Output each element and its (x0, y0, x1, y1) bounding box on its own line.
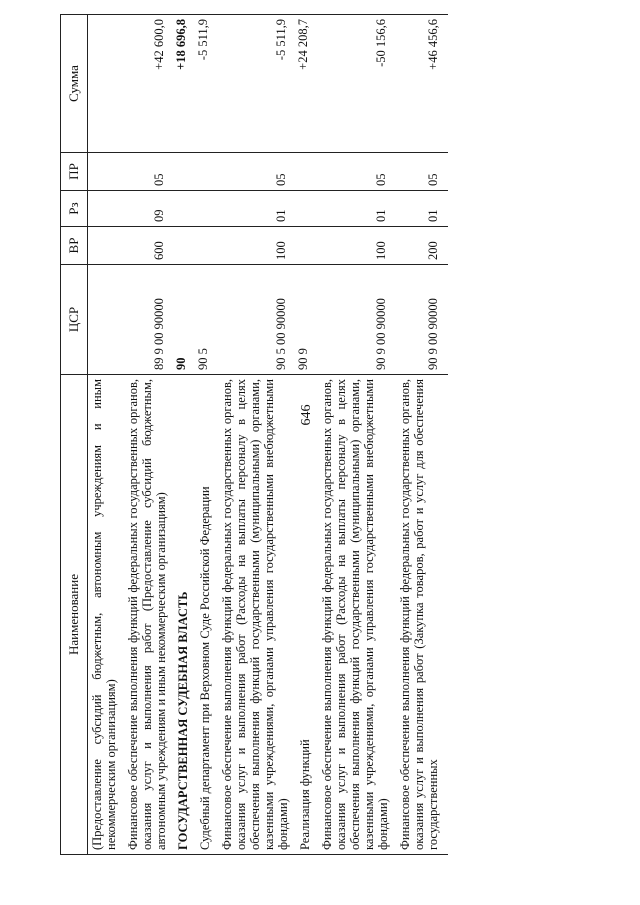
row-rz (196, 191, 218, 227)
row-rz: 09 (124, 191, 174, 227)
row-rz (88, 191, 125, 227)
row-pr (88, 153, 125, 191)
row-sum: +24 208,7 (296, 15, 318, 153)
table-row (318, 15, 396, 855)
row-name: Финансовое обеспечение выполнения функций федеральных государственных органов, оказания услуг и выполнения работ (Предоставление субсидий бюджетным, автономным учреждениям и иным некоммерческим организациям) (124, 375, 174, 855)
row-vr (296, 227, 318, 265)
row-sum: +42 600,0 (124, 15, 174, 153)
row-sum: -50 156,6 (318, 15, 396, 153)
row-csr: 90 9 (296, 265, 318, 375)
row-vr: 200 (396, 227, 448, 265)
row-rz (296, 191, 318, 227)
row-vr: 600 (124, 227, 174, 265)
table-header-row (61, 15, 88, 855)
table-row (218, 15, 296, 855)
row-pr (174, 153, 196, 191)
row-rz: 01 (396, 191, 448, 227)
header-vr: ВР (61, 227, 88, 265)
row-csr: 90 5 (196, 265, 218, 375)
row-pr (296, 153, 318, 191)
row-name: Судебный департамент при Верховном Суде Российской Федерации (196, 375, 218, 855)
table-row (174, 15, 196, 855)
table-row (124, 15, 174, 855)
row-sum (88, 15, 125, 153)
header-rz: Рз (61, 191, 88, 227)
row-pr (196, 153, 218, 191)
row-sum: -5 511,9 (196, 15, 218, 153)
row-name: (Предоставление субсидий бюджетным, автономным учреждениям и иным некоммерческим организациям) (88, 375, 125, 855)
row-csr: 90 (174, 265, 196, 375)
row-name: Финансовое обеспечение выполнения функций федеральных государственных органов, оказания услуг и выполнения работ (Расходы на выплаты персоналу в целях обеспечения выполнения функций государственными (муниципальными) органами, казенными учреждениями, органами управления государственными внебюджетными фондами) (318, 375, 396, 855)
row-pr: 05 (124, 153, 174, 191)
row-sum: +18 696,8 (174, 15, 196, 153)
table-row (88, 15, 125, 855)
row-name: ГОСУДАРСТВЕННАЯ СУДЕБНАЯ ВЛАСТЬ (174, 375, 196, 855)
row-sum: +46 456,6 (396, 15, 448, 153)
budget-table (60, 14, 448, 855)
rotated-page-content (60, 15, 590, 855)
row-name: Реализация функций (296, 375, 318, 855)
row-rz (174, 191, 196, 227)
header-csr: ЦСР (61, 265, 88, 375)
row-rz: 01 (218, 191, 296, 227)
row-csr: 89 9 00 90000 (124, 265, 174, 375)
row-rz: 01 (318, 191, 396, 227)
table-row (396, 15, 448, 855)
header-name: Наименование (61, 375, 88, 855)
row-pr: 05 (396, 153, 448, 191)
header-pr: ПР (61, 153, 88, 191)
row-name: Финансовое обеспечение выполнения функций федеральных государственных органов, оказания услуг и выполнения работ (Расходы на выплаты персоналу в целях обеспечения выполнения функций государственными (муниципальными) органами, казенными учреждениями, органами управления государственными внебюджетными фондами) (218, 375, 296, 855)
row-pr: 05 (318, 153, 396, 191)
row-name-text: Финансовое обеспечение выполнения функций федеральных государственных органов, оказания услуг и выполнения работ (Закупка товаров, работ и услуг для обеспечения государственных (398, 379, 440, 850)
table-row (196, 15, 218, 855)
row-csr: 90 9 00 90000 (396, 265, 448, 375)
row-csr: 90 9 00 90000 (318, 265, 396, 375)
row-csr: 90 5 00 90000 (218, 265, 296, 375)
row-pr: 05 (218, 153, 296, 191)
header-sum: Сумма (61, 15, 88, 153)
row-csr (88, 265, 125, 375)
page-number: 646 (299, 404, 314, 426)
row-vr (88, 227, 125, 265)
row-vr (196, 227, 218, 265)
table-row (296, 15, 318, 855)
row-vr (174, 227, 196, 265)
row-sum: -5 511,9 (218, 15, 296, 153)
row-vr: 100 (218, 227, 296, 265)
row-vr: 100 (318, 227, 396, 265)
row-name (396, 375, 448, 855)
